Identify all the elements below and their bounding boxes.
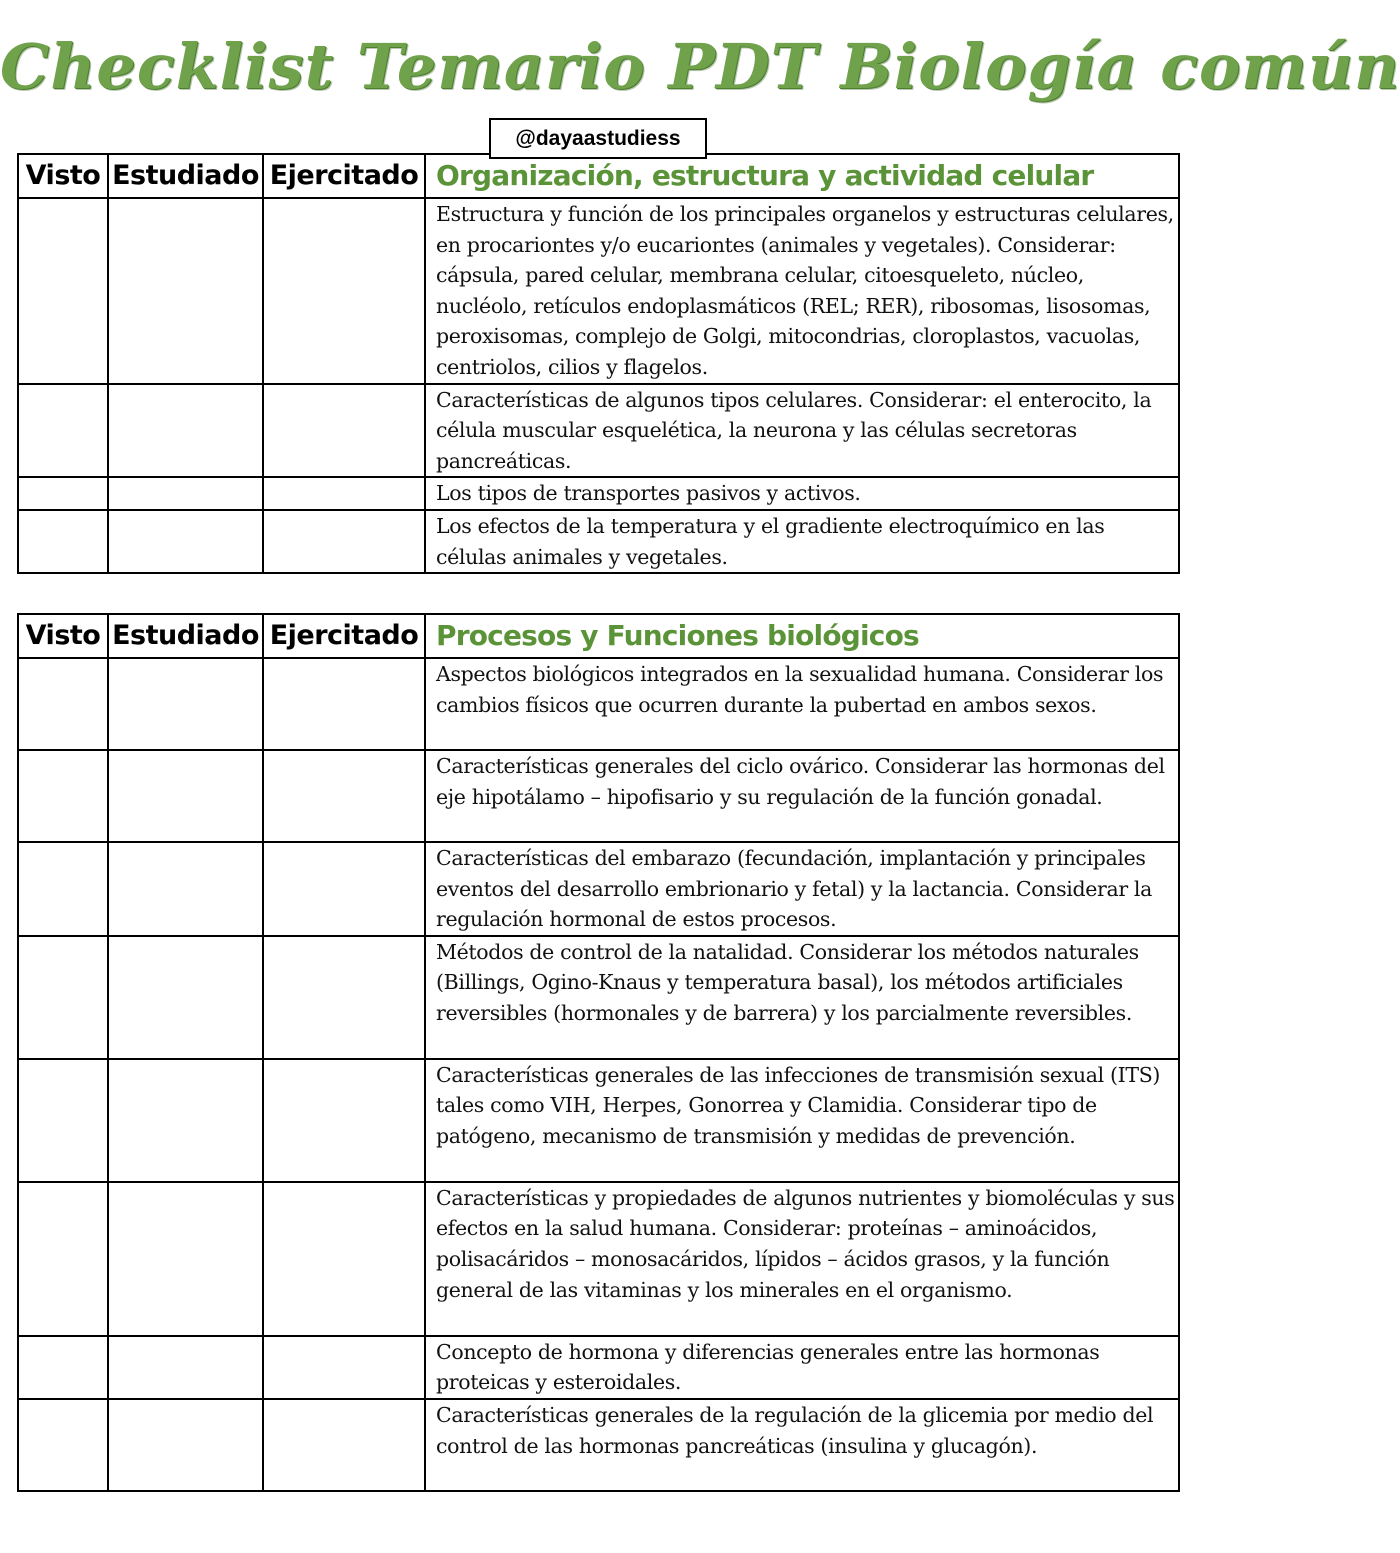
visto-checkbox[interactable] [18, 1336, 108, 1399]
table-row [18, 510, 1179, 573]
ejercitado-checkbox[interactable] [263, 198, 425, 384]
section-title: Organización, estructura y actividad celular [425, 154, 1179, 198]
header-row [18, 154, 1179, 198]
table-row [18, 750, 1179, 842]
topic-text: Los tipos de transportes pasivos y activos. [425, 477, 1179, 510]
estudiado-checkbox[interactable] [108, 510, 263, 573]
visto-checkbox[interactable] [18, 750, 108, 842]
table-row [18, 1059, 1179, 1182]
topic-text: Características generales de la regulación de la glicemia por medio del control de las hormonas pancreáticas (insulina y glucagón). [425, 1399, 1179, 1491]
estudiado-checkbox[interactable] [108, 658, 263, 750]
col-header-ejercitado: Ejercitado [263, 614, 425, 658]
visto-checkbox[interactable] [18, 510, 108, 573]
table-row [18, 842, 1179, 936]
visto-checkbox[interactable] [18, 1182, 108, 1336]
topic-text: Métodos de control de la natalidad. Considerar los métodos naturales (Billings, Ogino-Knaus y temperatura basal), los métodos artificiales reversibles (hormonales y de barrera) y los parcialmente reversibles. [425, 936, 1179, 1059]
topic-text: Concepto de hormona y diferencias generales entre las hormonas proteicas y esteroidales. [425, 1336, 1179, 1399]
visto-checkbox[interactable] [18, 1059, 108, 1182]
ejercitado-checkbox[interactable] [263, 1182, 425, 1336]
ejercitado-checkbox[interactable] [263, 1336, 425, 1399]
topic-text: Aspectos biológicos integrados en la sexualidad humana. Considerar los cambios físicos que ocurren durante la pubertad en ambos sexos. [425, 658, 1179, 750]
ejercitado-checkbox[interactable] [263, 658, 425, 750]
visto-checkbox[interactable] [18, 1399, 108, 1491]
checklist-table-cellular [17, 153, 1180, 574]
checklist-table-processes [17, 613, 1180, 1492]
ejercitado-checkbox[interactable] [263, 750, 425, 842]
topic-text: Características del embarazo (fecundación, implantación y principales eventos del desarrollo embrionario y fetal) y la lactancia. Considerar la regulación hormonal de estos procesos. [425, 842, 1179, 936]
ejercitado-checkbox[interactable] [263, 1399, 425, 1491]
table-row [18, 384, 1179, 478]
estudiado-checkbox[interactable] [108, 198, 263, 384]
ejercitado-checkbox[interactable] [263, 842, 425, 936]
visto-checkbox[interactable] [18, 658, 108, 750]
ejercitado-checkbox[interactable] [263, 510, 425, 573]
ejercitado-checkbox[interactable] [263, 936, 425, 1059]
visto-checkbox[interactable] [18, 936, 108, 1059]
table-row [18, 936, 1179, 1059]
topic-text: Estructura y función de los principales organelos y estructuras celulares, en procariontes y/o eucariontes (animales y vegetales). Considerar: cápsula, pared celular, membrana celular, citoesqueleto, núcleo, nucléolo, retículos endoplasmáticos (REL; RER), ribosomas, lisosomas, peroxisomas, complejo de Golgi, mitocondrias, cloroplastos, vacuolas, centriolos, cilios y flagelos. [425, 198, 1179, 384]
table-row [18, 1182, 1179, 1336]
estudiado-checkbox[interactable] [108, 1336, 263, 1399]
ejercitado-checkbox[interactable] [263, 477, 425, 510]
topic-text: Características y propiedades de algunos nutrientes y biomoléculas y sus efectos en la salud humana. Considerar: proteínas – aminoácidos, polisacáridos – monosacáridos, lípidos – ácidos grasos, y la función general de las vitaminas y los minerales en el organismo. [425, 1182, 1179, 1336]
page-title: Checklist Temario PDT Biología común [0, 30, 1400, 103]
estudiado-checkbox[interactable] [108, 1182, 263, 1336]
visto-checkbox[interactable] [18, 477, 108, 510]
estudiado-checkbox[interactable] [108, 842, 263, 936]
topic-text: Características de algunos tipos celulares. Considerar: el enterocito, la célula muscular esquelética, la neurona y las células secretoras pancreáticas. [425, 384, 1179, 478]
col-header-estudiado: Estudiado [108, 154, 263, 198]
table-row [18, 1399, 1179, 1491]
estudiado-checkbox[interactable] [108, 384, 263, 478]
estudiado-checkbox[interactable] [108, 1059, 263, 1182]
col-header-visto: Visto [18, 614, 108, 658]
topic-text: Características generales de las infecciones de transmisión sexual (ITS) tales como VIH, Herpes, Gonorrea y Clamidia. Considerar tipo de patógeno, mecanismo de transmisión y medidas de prevención. [425, 1059, 1179, 1182]
ejercitado-checkbox[interactable] [263, 1059, 425, 1182]
col-header-visto: Visto [18, 154, 108, 198]
visto-checkbox[interactable] [18, 198, 108, 384]
section-title: Procesos y Funciones biológicos [425, 614, 1179, 658]
visto-checkbox[interactable] [18, 384, 108, 478]
estudiado-checkbox[interactable] [108, 936, 263, 1059]
topic-text: Los efectos de la temperatura y el gradiente electroquímico en las células animales y vegetales. [425, 510, 1179, 573]
estudiado-checkbox[interactable] [108, 477, 263, 510]
table-row [18, 658, 1179, 750]
visto-checkbox[interactable] [18, 842, 108, 936]
estudiado-checkbox[interactable] [108, 750, 263, 842]
table-row [18, 1336, 1179, 1399]
col-header-estudiado: Estudiado [108, 614, 263, 658]
ejercitado-checkbox[interactable] [263, 384, 425, 478]
header-row [18, 614, 1179, 658]
estudiado-checkbox[interactable] [108, 1399, 263, 1491]
col-header-ejercitado: Ejercitado [263, 154, 425, 198]
table-row [18, 477, 1179, 510]
topic-text: Características generales del ciclo ovárico. Considerar las hormonas del eje hipotálamo – hipofisario y su regulación de la función gonadal. [425, 750, 1179, 842]
author-handle: @dayaastudiess [489, 118, 707, 159]
table-row [18, 198, 1179, 384]
